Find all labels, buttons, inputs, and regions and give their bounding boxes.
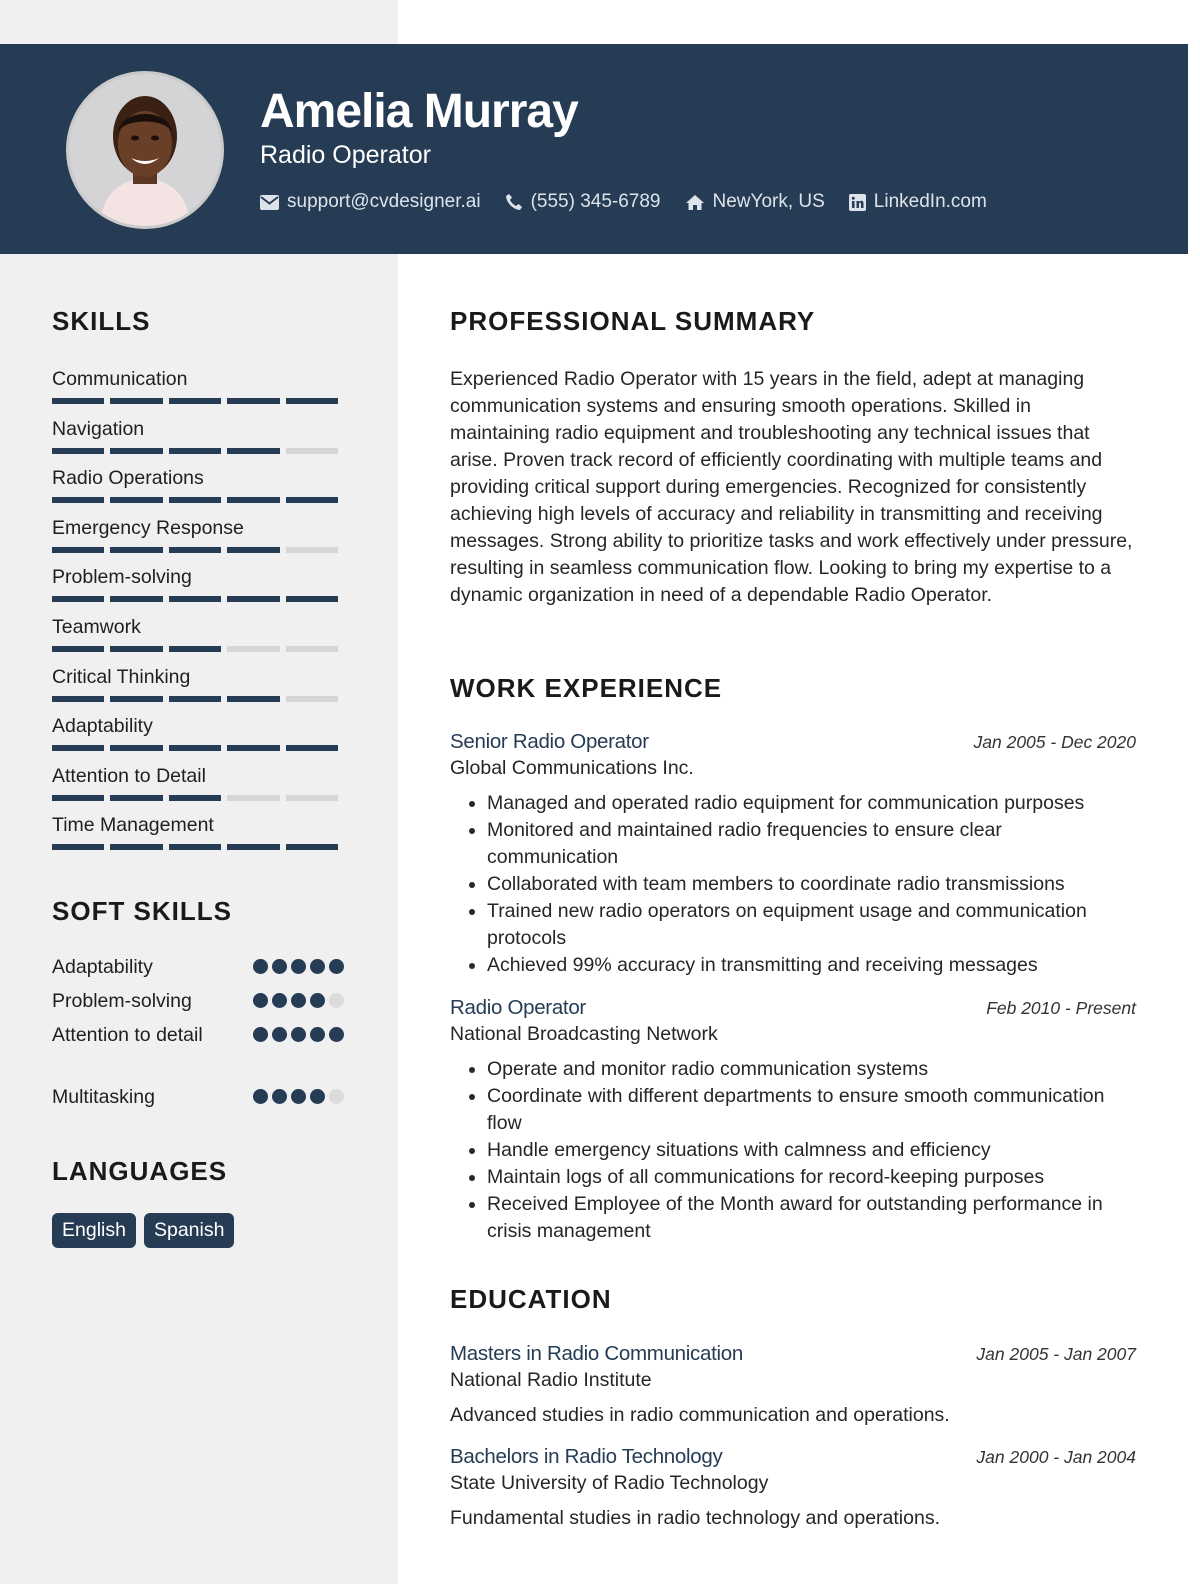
soft-skill-item — [52, 1083, 344, 1117]
skill-level-bar — [52, 646, 344, 652]
skill-level-segment — [169, 596, 221, 602]
skill-level-segment — [227, 844, 279, 850]
job-bullet: • Coordinate with different departments to ensure smooth communication flow — [487, 1083, 1136, 1137]
school-name: National Radio Institute — [450, 1369, 652, 1391]
education-entry — [450, 1342, 1136, 1429]
rating-dot — [310, 1027, 325, 1042]
job-company: National Broadcasting Network — [450, 1023, 718, 1045]
skill-level-segment — [169, 398, 221, 404]
portrait-image — [69, 74, 221, 226]
rating-dot — [329, 959, 344, 974]
skill-item — [52, 514, 344, 564]
skill-item — [52, 762, 344, 812]
skill-level-segment — [169, 646, 221, 652]
soft-skill-item — [52, 987, 344, 1021]
skill-level-segment — [227, 745, 279, 751]
skill-level-segment — [286, 795, 338, 801]
job-entry — [450, 996, 1136, 1245]
job-dates: Jan 2005 - Dec 2020 — [973, 732, 1136, 752]
skill-label: Radio Operations — [52, 467, 204, 490]
skill-level-bar — [52, 547, 344, 553]
skill-level-bar — [52, 745, 344, 751]
job-company: Global Communications Inc. — [450, 757, 694, 779]
rating-dot — [272, 993, 287, 1008]
degree-title: Bachelors in Radio Technology — [450, 1445, 723, 1468]
skill-level-segment — [227, 696, 279, 702]
soft-skill-item — [52, 1021, 344, 1083]
skill-level-segment — [110, 596, 162, 602]
skill-level-segment — [286, 448, 338, 454]
skill-label: Adaptability — [52, 715, 153, 738]
language-badge: Spanish — [144, 1213, 234, 1248]
skill-level-segment — [227, 795, 279, 801]
skill-level-bar — [52, 844, 344, 850]
soft-skill-label: Attention to detail — [52, 1024, 203, 1046]
skill-item — [52, 563, 344, 613]
skill-level-segment — [169, 448, 221, 454]
avatar — [66, 71, 224, 229]
skill-level-segment — [110, 547, 162, 553]
rating-dot — [291, 1089, 306, 1104]
skill-level-segment — [169, 547, 221, 553]
education-dates: Jan 2005 - Jan 2007 — [976, 1344, 1136, 1364]
job-title: Radio Operator — [450, 996, 586, 1019]
rating-dot — [329, 993, 344, 1008]
contact-list — [260, 191, 1011, 213]
skill-item — [52, 663, 344, 713]
summary-heading: PROFESSIONAL SUMMARY — [450, 306, 816, 336]
skill-level-segment — [286, 844, 338, 850]
contact-email-text: support@cvdesigner.ai — [287, 191, 481, 212]
skill-level-segment — [227, 596, 279, 602]
skill-level-segment — [110, 398, 162, 404]
soft-skills-heading: SOFT SKILLS — [52, 896, 232, 926]
job-bullets — [450, 790, 1136, 979]
skill-label: Time Management — [52, 814, 214, 837]
skill-level-segment — [110, 497, 162, 503]
job-bullet: • Trained new radio operators on equipment usage and communication protocols — [487, 898, 1136, 952]
rating-dot — [253, 959, 268, 974]
soft-skill-label: Adaptability — [52, 956, 153, 978]
education-entry — [450, 1445, 1136, 1532]
rating-dot — [291, 1027, 306, 1042]
skill-level-segment — [169, 696, 221, 702]
soft-skill-rating — [249, 1027, 344, 1042]
skill-level-segment — [110, 696, 162, 702]
skill-level-segment — [110, 448, 162, 454]
rating-dot — [329, 1089, 344, 1104]
job-bullet: • Handle emergency situations with calmness and efficiency — [487, 1137, 1136, 1164]
skills-list — [52, 365, 344, 861]
skill-level-segment — [286, 745, 338, 751]
skill-item — [52, 712, 344, 762]
job-bullet: • Maintain logs of all communications for record-keeping purposes — [487, 1164, 1136, 1191]
rating-dot — [310, 1089, 325, 1104]
skill-item — [52, 811, 344, 861]
skill-label: Teamwork — [52, 615, 141, 638]
skill-level-segment — [286, 696, 338, 702]
envelope-icon — [260, 195, 279, 210]
rating-dot — [272, 959, 287, 974]
job-entry — [450, 730, 1136, 979]
rating-dot — [291, 993, 306, 1008]
contact-phone[interactable] — [505, 191, 661, 213]
contact-phone-text: (555) 345-6789 — [530, 191, 661, 212]
skill-item — [52, 464, 344, 514]
skill-level-segment — [110, 844, 162, 850]
skill-level-segment — [227, 398, 279, 404]
skill-level-bar — [52, 795, 344, 801]
job-bullets — [450, 1056, 1136, 1245]
skill-level-segment — [52, 646, 104, 652]
skill-level-segment — [169, 795, 221, 801]
skill-level-bar — [52, 497, 344, 503]
resume-header — [0, 44, 1188, 254]
rating-dot — [310, 993, 325, 1008]
soft-skill-label: Multitasking — [52, 1086, 155, 1108]
language-badge: English — [52, 1213, 136, 1248]
soft-skill-rating — [249, 959, 344, 974]
skill-level-segment — [286, 398, 338, 404]
skill-level-segment — [286, 497, 338, 503]
soft-skill-item — [52, 953, 344, 987]
languages-list — [52, 1213, 242, 1248]
skill-level-segment — [52, 448, 104, 454]
skill-level-segment — [52, 497, 104, 503]
education-description: Fundamental studies in radio technology and operations. — [450, 1507, 940, 1529]
linkedin-icon — [849, 194, 866, 211]
skill-level-bar — [52, 596, 344, 602]
job-bullet: • Operate and monitor radio communication systems — [487, 1056, 1136, 1083]
rating-dot — [253, 1027, 268, 1042]
skill-level-segment — [169, 497, 221, 503]
job-bullet: • Managed and operated radio equipment for communication purposes — [487, 790, 1136, 817]
skill-item — [52, 613, 344, 663]
skill-level-bar — [52, 448, 344, 454]
skill-label: Problem-solving — [52, 566, 192, 589]
job-bullet: • Received Employee of the Month award for outstanding performance in crisis management — [487, 1191, 1136, 1245]
contact-linkedin[interactable] — [849, 191, 987, 213]
degree-title: Masters in Radio Communication — [450, 1342, 743, 1365]
skill-level-segment — [52, 745, 104, 751]
skill-level-bar — [52, 696, 344, 702]
skill-label: Critical Thinking — [52, 665, 191, 688]
soft-skill-rating — [249, 993, 344, 1008]
skill-label: Navigation — [52, 417, 145, 440]
contact-location — [685, 191, 825, 213]
skill-level-segment — [169, 745, 221, 751]
phone-icon — [505, 193, 523, 211]
rating-dot — [272, 1089, 287, 1104]
skill-level-segment — [227, 448, 279, 454]
summary-text: Experienced Radio Operator with 15 years in the field, adept at managing communication systems and ensuring smooth operations. Skilled in maintaining radio equipment and troubleshooting any technical issues that arise. Proven track record of efficiently coordinating with multiple teams and providing critical support during emergencies. Recognized for consistently achieving high levels of accuracy and reliability in transmitting and receiving messages. Strong ability to prioritize tasks and work effectively under pressure, resulting in seamless communication flow. Looking to bring my expertise to a dynamic organization in need of a dependable Radio Operator. — [450, 368, 1133, 606]
skill-level-segment — [110, 646, 162, 652]
skill-level-segment — [52, 795, 104, 801]
skill-label: Communication — [52, 368, 188, 390]
skill-level-segment — [52, 844, 104, 850]
job-bullet: • Monitored and maintained radio frequencies to ensure clear communication — [487, 817, 1136, 871]
skill-label: Attention to Detail — [52, 764, 206, 787]
skill-level-segment — [227, 497, 279, 503]
job-dates: Feb 2010 - Present — [986, 998, 1136, 1018]
skill-level-segment — [227, 547, 279, 553]
skill-level-segment — [52, 547, 104, 553]
contact-email[interactable] — [260, 191, 481, 213]
education-dates: Jan 2000 - Jan 2004 — [976, 1447, 1136, 1467]
contact-location-text: NewYork, US — [712, 191, 825, 212]
soft-skill-rating — [249, 1089, 344, 1104]
languages-heading: LANGUAGES — [52, 1156, 228, 1186]
skill-level-segment — [286, 596, 338, 602]
soft-skill-label: Problem-solving — [52, 990, 192, 1012]
soft-skills-list — [52, 953, 344, 1117]
skill-label: Emergency Response — [52, 516, 244, 539]
home-icon — [685, 194, 705, 211]
rating-dot — [272, 1027, 287, 1042]
skill-level-bar — [52, 398, 344, 404]
skill-level-segment — [227, 646, 279, 652]
rating-dot — [291, 959, 306, 974]
candidate-job-title: Radio Operator — [260, 141, 431, 169]
skill-level-segment — [110, 795, 162, 801]
rating-dot — [329, 1027, 344, 1042]
job-bullet: • Achieved 99% accuracy in transmitting and receiving messages — [487, 952, 1136, 979]
rating-dot — [253, 1089, 268, 1104]
skill-level-segment — [52, 696, 104, 702]
rating-dot — [253, 993, 268, 1008]
contact-linkedin-text: LinkedIn.com — [873, 191, 987, 212]
candidate-name: Amelia Murray — [260, 85, 578, 138]
skill-level-segment — [169, 844, 221, 850]
skill-level-segment — [52, 398, 104, 404]
skill-item — [52, 365, 344, 415]
job-bullet: • Collaborated with team members to coordinate radio transmissions — [487, 871, 1136, 898]
school-name: State University of Radio Technology — [450, 1472, 769, 1494]
job-title: Senior Radio Operator — [450, 730, 649, 753]
skill-level-segment — [52, 596, 104, 602]
education-description: Advanced studies in radio communication and operations. — [450, 1404, 950, 1426]
skills-heading: SKILLS — [52, 306, 151, 336]
skill-level-segment — [286, 547, 338, 553]
experience-heading: WORK EXPERIENCE — [450, 673, 723, 703]
skill-item — [52, 415, 344, 465]
education-heading: EDUCATION — [450, 1284, 612, 1314]
skill-level-segment — [110, 745, 162, 751]
skill-level-segment — [286, 646, 338, 652]
rating-dot — [310, 959, 325, 974]
